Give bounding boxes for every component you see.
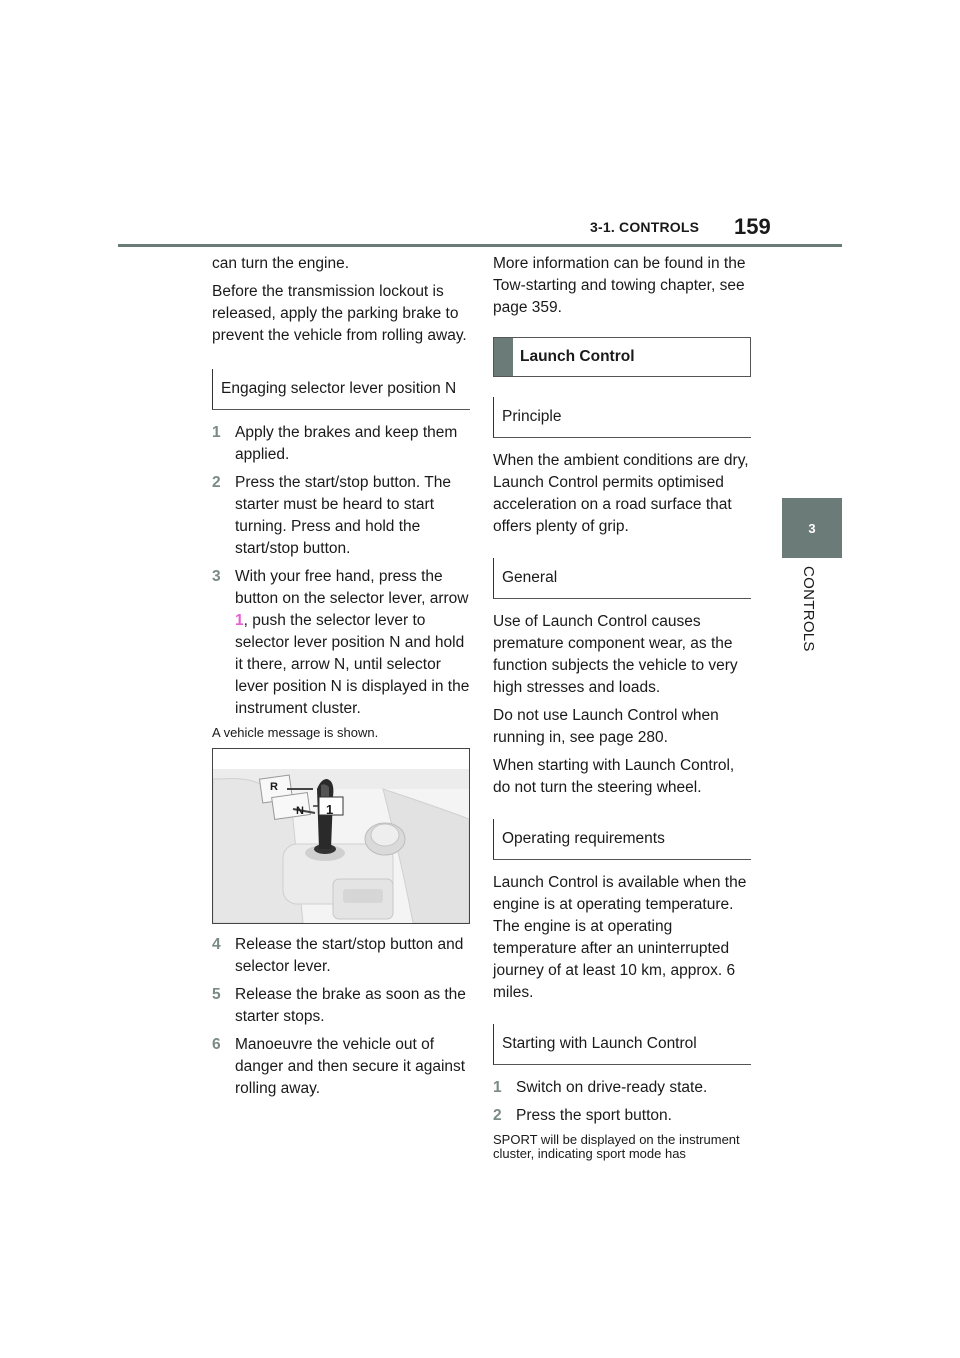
- launch-control-heading: Launch Control: [493, 337, 751, 377]
- step-item: [212, 1034, 470, 1100]
- step-number: 2: [212, 474, 221, 491]
- step-item: [493, 1077, 751, 1099]
- operating-text: Launch Control is available when the engine is at operating temperature. The engine is at operating temperature after an uninterrupted journey of at least 10 km, approx. 6 miles.: [493, 874, 747, 1001]
- step-item: [212, 422, 470, 466]
- step-text: Press the sport button.: [516, 1107, 672, 1124]
- step-text: Release the start/stop button and selector lever.: [235, 936, 464, 975]
- step-text: , push the selector lever to selector lever position N and hold it there, arrow N, until selector lever position N is displayed in the instrument cluster.: [235, 612, 470, 717]
- header-divider: [118, 244, 842, 247]
- principle-text: When the ambient conditions are dry, Launch Control permits optimised acceleration on a road surface that offers plenty of grip.: [493, 452, 749, 535]
- general-heading: General: [493, 558, 751, 599]
- engaging-heading: Engaging selector lever position N: [212, 369, 470, 410]
- steps-list: [212, 934, 470, 1100]
- general-text: When starting with Launch Control, do not turn the steering wheel.: [493, 757, 735, 796]
- selector-lever-illustration: [213, 749, 469, 923]
- selector-lever-figure: [212, 748, 470, 924]
- page-number: 159: [734, 214, 771, 239]
- step-number: 1: [212, 424, 221, 441]
- step-text: With your free hand, press the button on the selector lever, arrow: [235, 568, 469, 607]
- step-number: 1: [493, 1079, 502, 1096]
- step-text: Release the brake as soon as the starter stops.: [235, 986, 466, 1025]
- step-text: Press the start/stop button. The starter must be heard to start turning. Press and hold the start/stop button.: [235, 474, 451, 557]
- steps-list: [493, 1077, 751, 1127]
- step-number: 5: [212, 986, 221, 1003]
- step-item: [212, 566, 470, 720]
- left-column: [212, 253, 470, 1106]
- sport-note: SPORT will be displayed on the instrument cluster, indicating sport mode has: [493, 1132, 740, 1161]
- starting-heading: Starting with Launch Control: [493, 1024, 751, 1065]
- chapter-number: 3: [808, 520, 816, 536]
- operating-requirements-heading: Operating requirements: [493, 819, 751, 860]
- chapter-label: CONTROLS: [800, 566, 817, 652]
- step-item: [212, 472, 470, 560]
- step-number: 6: [212, 1036, 221, 1053]
- step-number: 2: [493, 1107, 502, 1124]
- intro-text: can turn the engine.: [212, 255, 350, 272]
- section-title: 3-1. CONTROLS: [590, 219, 700, 235]
- callout-label: 1: [326, 802, 334, 817]
- right-column: [493, 253, 751, 1167]
- tow-starting-reference: More information can be found in the Tow-starting and towing chapter, see page 359.: [493, 255, 746, 316]
- vehicle-message-note: A vehicle message is shown.: [212, 725, 379, 740]
- step-item: [493, 1105, 751, 1127]
- step-text: Apply the brakes and keep them applied.: [235, 424, 458, 463]
- step-item: [212, 984, 470, 1028]
- general-text: Use of Launch Control causes premature component wear, as the function subjects the vehicle to very high stresses and loads.: [493, 613, 738, 696]
- principle-heading: Principle: [493, 397, 751, 438]
- position-r-label: R: [270, 781, 278, 793]
- step-number: 4: [212, 936, 221, 953]
- intro-text: Before the transmission lockout is released, apply the parking brake to prevent the vehicle from rolling away.: [212, 283, 467, 344]
- arrow-marker: 1: [235, 612, 244, 629]
- general-text: Do not use Launch Control when running in, see page 280.: [493, 707, 719, 746]
- steps-list: [212, 422, 470, 720]
- step-number: 3: [212, 568, 221, 585]
- step-text: Switch on drive-ready state.: [516, 1079, 708, 1096]
- chapter-tab: [782, 498, 842, 558]
- step-item: [212, 934, 470, 978]
- position-n-label: N: [296, 805, 304, 817]
- step-text: Manoeuvre the vehicle out of danger and then secure it against rolling away.: [235, 1036, 466, 1097]
